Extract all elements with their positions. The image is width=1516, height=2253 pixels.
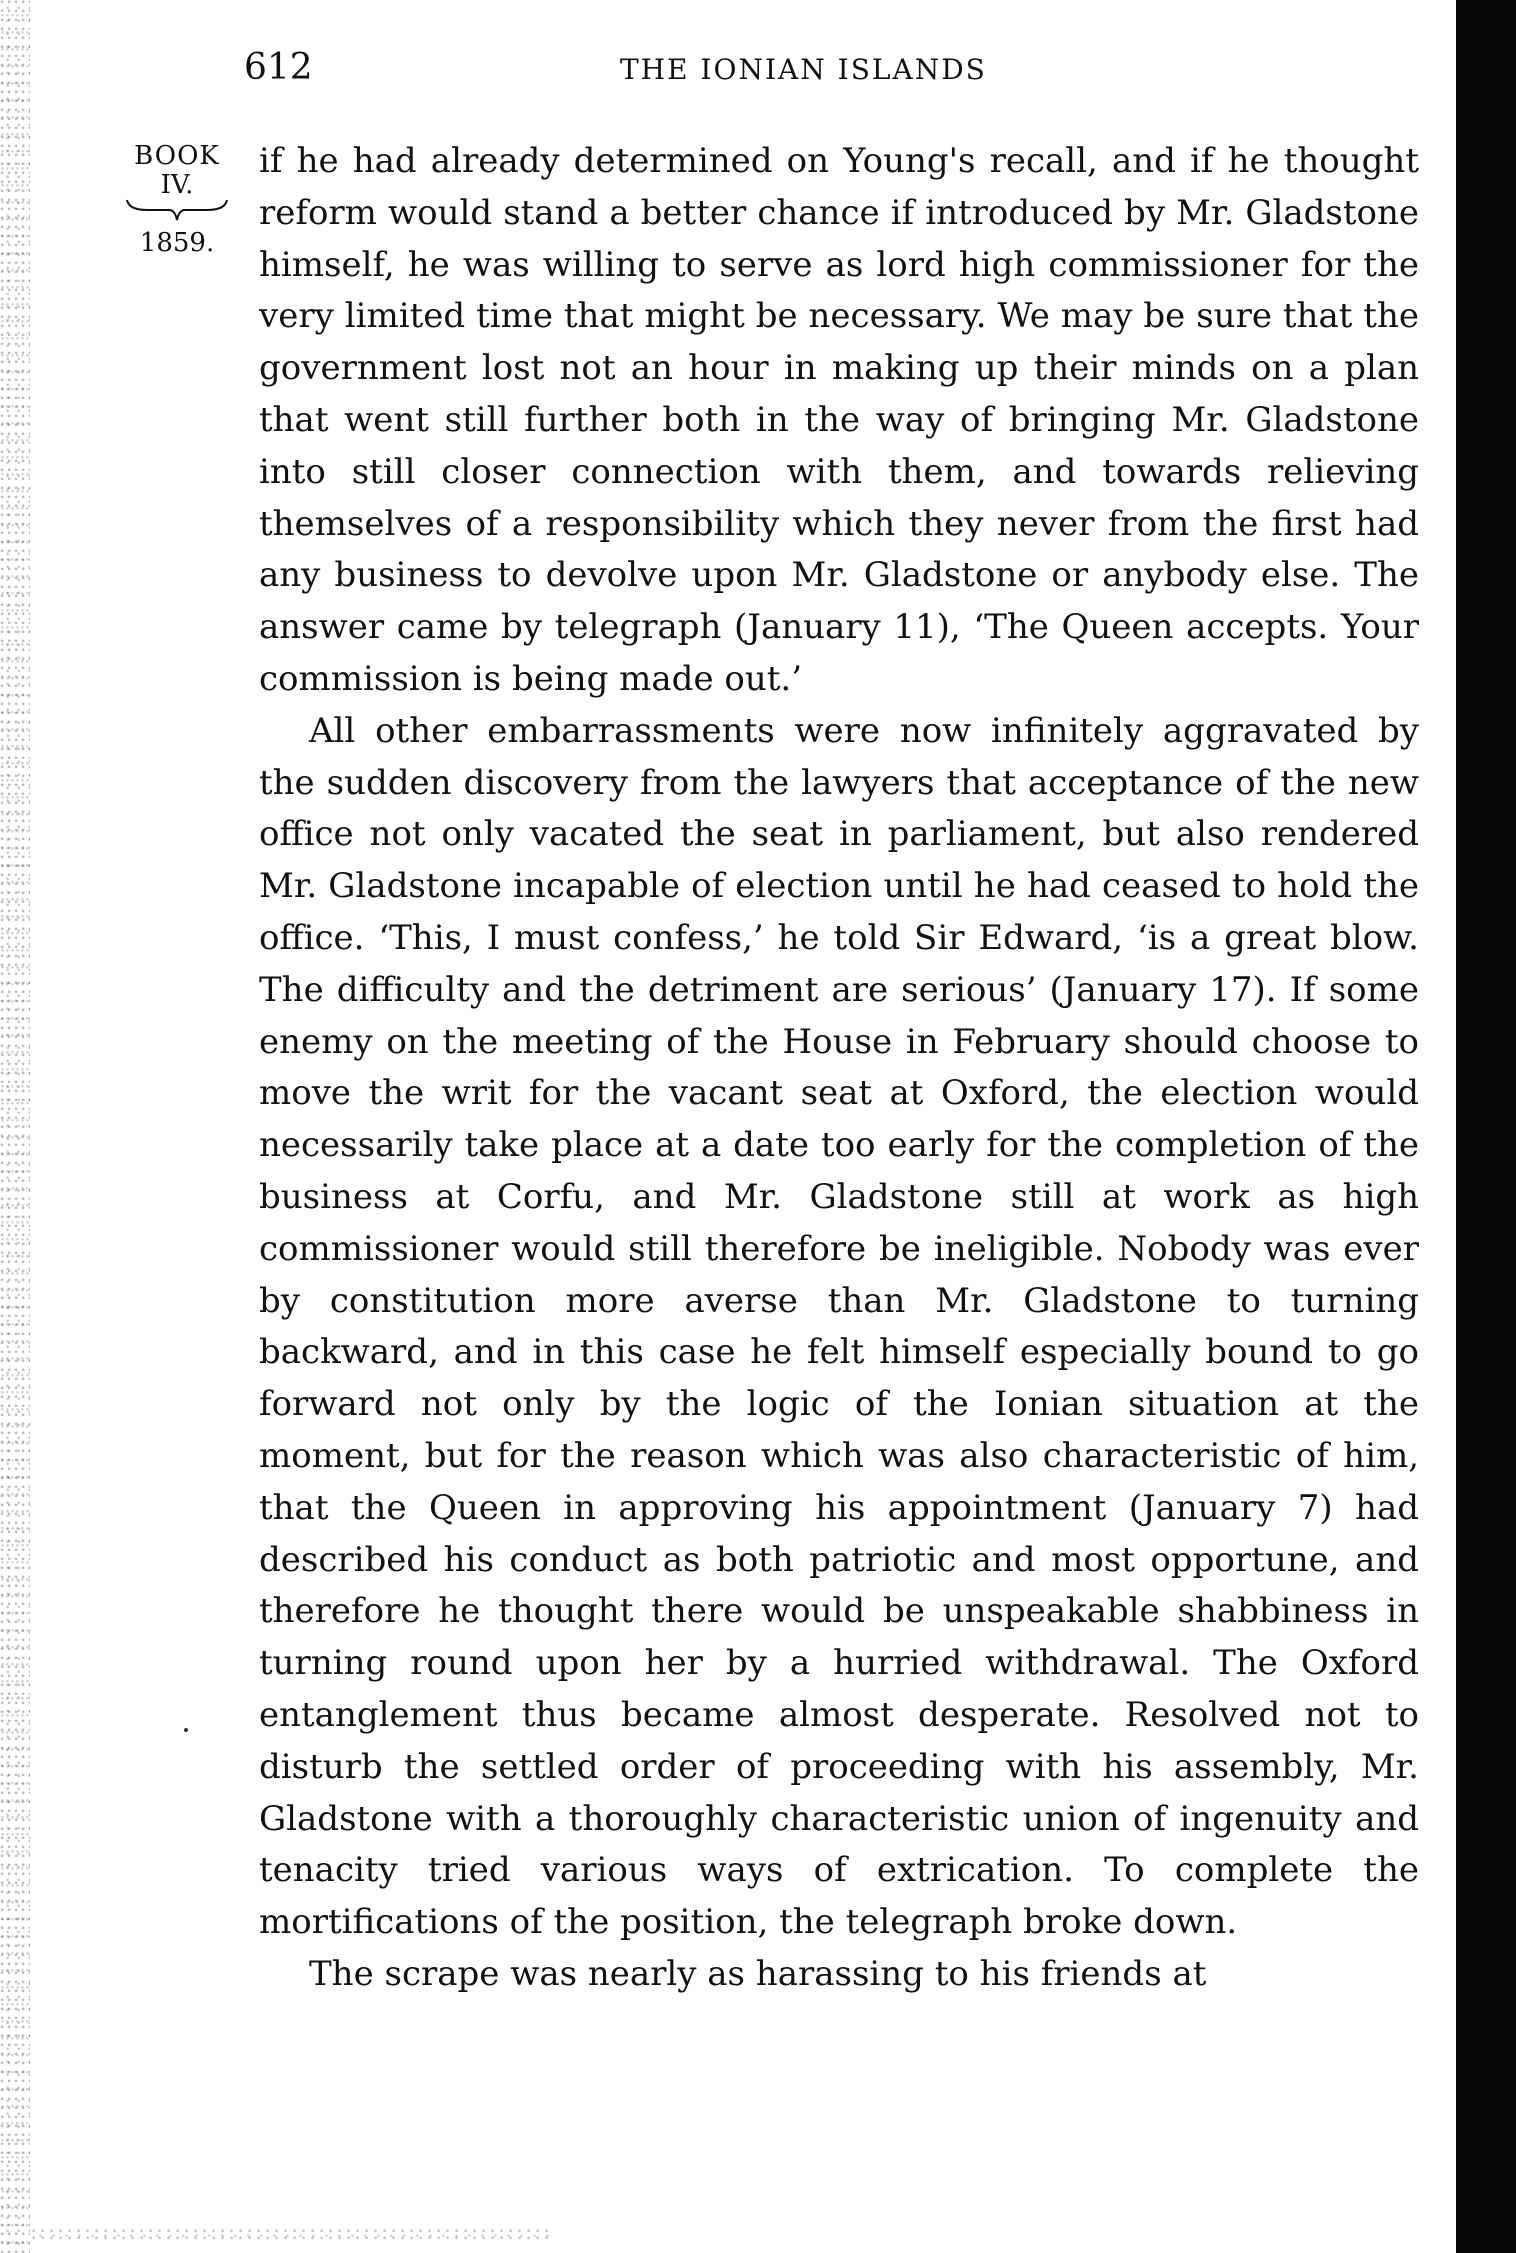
scan-right-edge-bar <box>1456 0 1516 2253</box>
paragraph-last: The scrape was nearly as harassing to his friends at <box>309 1953 1207 1994</box>
margin-note <box>112 140 242 260</box>
margin-year-label: 1859. <box>139 228 215 258</box>
scan-edge-speckle <box>0 0 30 2253</box>
brace-mark <box>125 198 229 222</box>
stray-ink-dot <box>184 1728 188 1732</box>
scan-bottom-speckle <box>30 2228 550 2242</box>
page-number: 612 <box>244 47 313 88</box>
paragraph: All other embarrassments were now infinitely aggravated by the sudden discovery from the lawyers that acceptance of the new office not only vacated the seat in parliament, but also rendered Mr. Gladstone incapable of election until he had ceased to hold the office. ‘This, I must confess,’ he told Sir Edward, ‘is a great blow. The difficulty and the detriment are serious’ (January 17). If some enemy on the meeting of the House in February should choose to move the writ for the vacant seat at Oxford, the election would necessarily take place at a date too early for the completion of the business at Corfu, and Mr. Gladstone still at work as high commissioner would still therefore be ineligible. Nobody was ever by constitution more averse than Mr. Gladstone to turning backward, and in this case he felt himself especially bound to go forward not only by the logic of the Ionian situation at the moment, but for the reason which was also characteristic of him, that the Queen in approving his appointment (January 7) had described his conduct as both patriotic and most opportune, and therefore he thought there would be unspeakable shabbiness in turning round upon her by a hurried withdrawal. The Oxford entanglement thus became almost desperate. Resolved not to disturb the settled order of proceeding with his assembly, Mr. Gladstone with a thoroughly characteristic union of ingenuity and tenacity tried various ways of extrication. To complete the mortifications of the position, the telegraph broke down. <box>259 710 1419 1943</box>
running-title: THE IONIAN ISLANDS <box>620 53 987 86</box>
margin-volume-label: IV. <box>160 170 194 200</box>
body-text <box>259 136 1419 2001</box>
margin-book-label: BOOK <box>134 141 220 171</box>
paragraph-continued: if he had already determined on Young's recall, and if he thought reform would stand a better chance if introduced by Mr. Gladstone himself, he was willing to serve as lord high commissioner for the very limited time that might be necessary. We may be sure that the government lost not an hour in making up their minds on a plan that went still further both in the way of bringing Mr. Gladstone into still closer connection with them, and towards relieving themselves of a responsibility which they never from the first had any business to devolve upon Mr. Gladstone or anybody else. The answer came by telegraph (January 11), ‘The Queen accepts. Your commission is being made out.’ <box>259 141 1419 699</box>
